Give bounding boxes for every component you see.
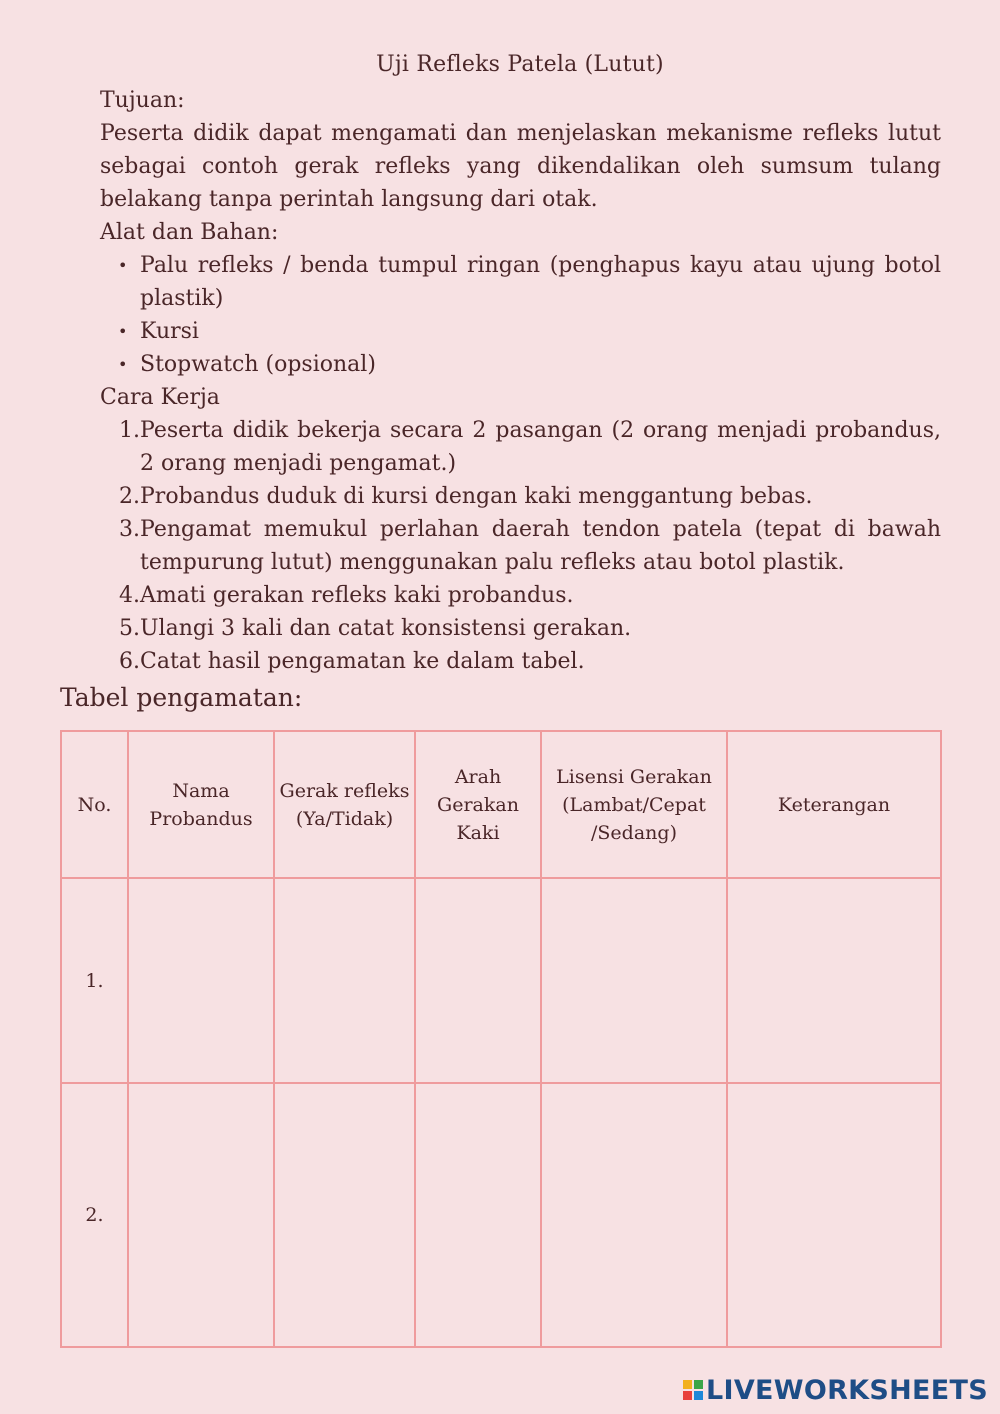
observation-table bbox=[60, 730, 942, 1348]
liveworksheets-logo[interactable] bbox=[683, 1376, 988, 1404]
step-item bbox=[119, 480, 941, 513]
step-number: 4. bbox=[119, 583, 140, 608]
cell-nama-probandus[interactable] bbox=[128, 878, 274, 1083]
cara-heading: Cara Kerja bbox=[100, 385, 220, 410]
tujuan-text: Peserta didik dapat mengamati dan menjelaskan mekanisme refleks lutut sebagai contoh gerak refleks yang dikendalikan oleh sumsum tulang belakang tanpa perintah langsung dari otak. bbox=[100, 121, 941, 212]
step-text: Pengamat memukul perlahan daerah tendon patela (tepat di bawah tempurung lutut) menggunakan palu refleks atau botol plastik. bbox=[140, 517, 941, 575]
table-row bbox=[61, 1083, 941, 1347]
alat-heading: Alat dan Bahan: bbox=[100, 220, 279, 245]
alat-item: • Kursi bbox=[140, 315, 941, 348]
table-header-row bbox=[61, 731, 941, 878]
cell-arah-gerakan[interactable] bbox=[415, 1083, 541, 1347]
alat-item: • Palu refleks / benda tumpul ringan (penghapus kayu atau ujung botol plastik) bbox=[140, 249, 941, 315]
logo-squares-icon bbox=[683, 1380, 703, 1400]
alat-list bbox=[100, 249, 941, 381]
step-text: Probandus duduk di kursi dengan kaki menggantung bebas. bbox=[140, 484, 813, 509]
step-number: 5. bbox=[119, 616, 140, 641]
step-number: 3. bbox=[119, 517, 140, 542]
step-text: Peserta didik bekerja secara 2 pasangan (2 orang menjadi probandus, 2 orang menjadi pengamat.) bbox=[140, 418, 941, 476]
step-number: 1. bbox=[119, 418, 140, 443]
table-title: Tabel pengamatan: bbox=[60, 683, 303, 712]
row-number: 2. bbox=[61, 1083, 128, 1347]
tujuan-heading: Tujuan: bbox=[100, 88, 185, 113]
cell-arah-gerakan[interactable] bbox=[415, 878, 541, 1083]
header-keterangan: Keterangan bbox=[727, 731, 941, 878]
cell-gerak-refleks[interactable] bbox=[274, 1083, 415, 1347]
header-gerak-refleks: Gerak refleks (Ya/Tidak) bbox=[274, 731, 415, 878]
step-item bbox=[119, 579, 941, 612]
header-arah-gerakan: Arah Gerakan Kaki bbox=[415, 731, 541, 878]
cell-gerak-refleks[interactable] bbox=[274, 878, 415, 1083]
header-lisensi-gerakan: Lisensi Gerakan (Lambat/Cepat /Sedang) bbox=[541, 731, 727, 878]
header-nama-probandus: Nama Probandus bbox=[128, 731, 274, 878]
alat-item: • Stopwatch (opsional) bbox=[140, 348, 941, 381]
cell-keterangan[interactable] bbox=[727, 1083, 941, 1347]
step-number: 2. bbox=[119, 484, 140, 509]
worksheet-content bbox=[100, 84, 941, 678]
logo-square bbox=[694, 1391, 703, 1400]
cara-steps bbox=[100, 414, 941, 678]
logo-square bbox=[683, 1391, 692, 1400]
page-title: Uji Refleks Patela (Lutut) bbox=[376, 52, 664, 77]
cell-nama-probandus[interactable] bbox=[128, 1083, 274, 1347]
cell-lisensi-gerakan[interactable] bbox=[541, 1083, 727, 1347]
cell-lisensi-gerakan[interactable] bbox=[541, 878, 727, 1083]
step-text: Catat hasil pengamatan ke dalam tabel. bbox=[140, 649, 585, 674]
table-row bbox=[61, 878, 941, 1083]
step-item bbox=[119, 645, 941, 678]
row-number: 1. bbox=[61, 878, 128, 1083]
logo-text: LIVEWORKSHEETS bbox=[705, 1374, 988, 1406]
step-number: 6. bbox=[119, 649, 140, 674]
step-item bbox=[119, 612, 941, 645]
step-item bbox=[119, 414, 941, 480]
logo-square bbox=[683, 1380, 692, 1389]
cell-keterangan[interactable] bbox=[727, 878, 941, 1083]
header-no: No. bbox=[61, 731, 128, 878]
step-text: Amati gerakan refleks kaki probandus. bbox=[140, 583, 574, 608]
step-item bbox=[119, 513, 941, 579]
step-text: Ulangi 3 kali dan catat konsistensi gerakan. bbox=[140, 616, 632, 641]
logo-square bbox=[694, 1380, 703, 1389]
